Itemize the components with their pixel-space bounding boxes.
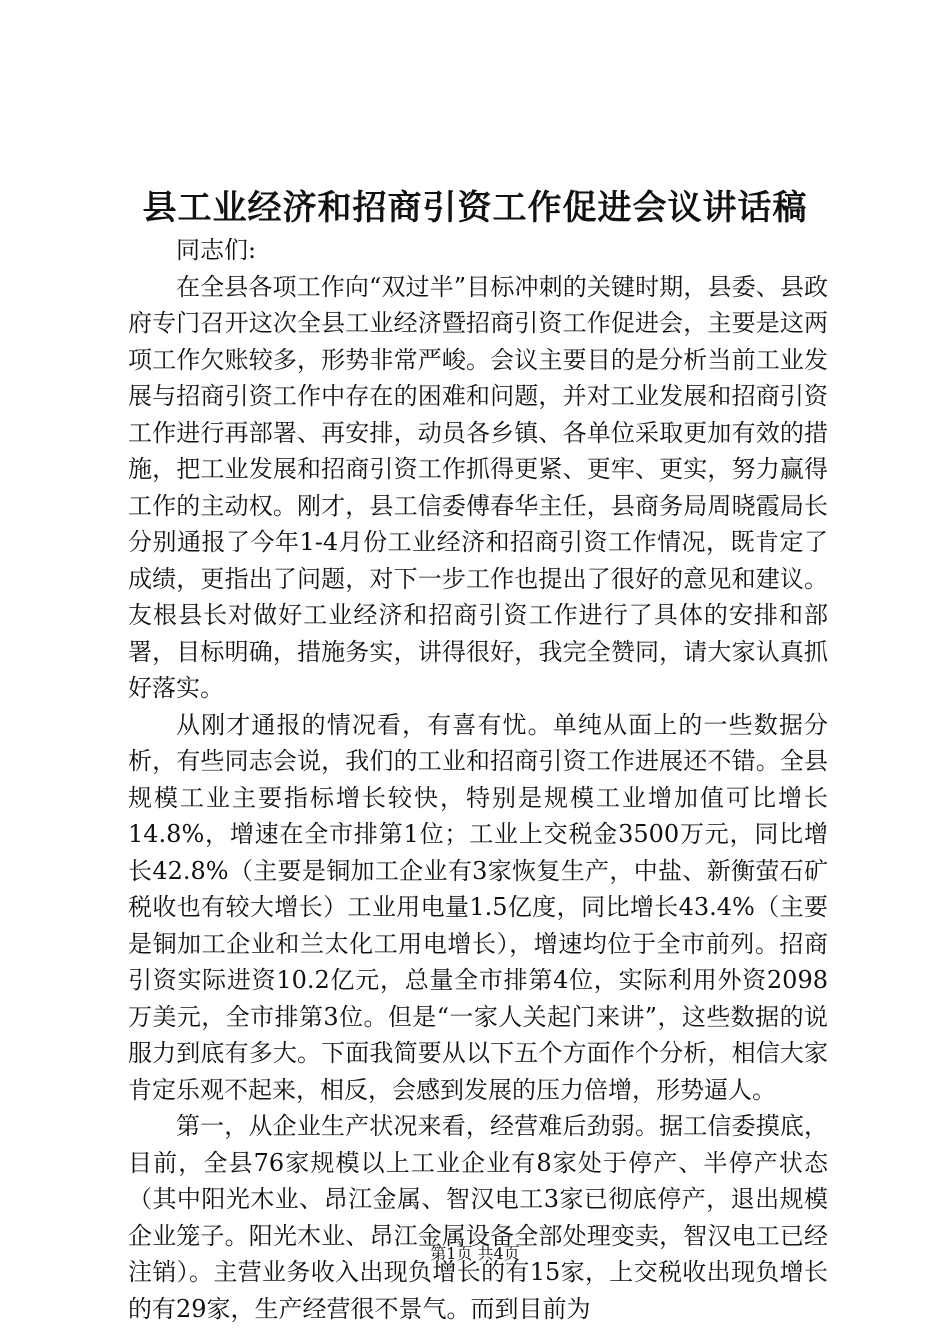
body-paragraph: 在全县各项工作向“双过半”目标冲刺的关键时期，县委、县政府专门召开这次全县工业经济暨招商引资工作促进会，主要是这两项工作欠账较多，形势非常严峻。会议主要目的是分析当前工业发展与招商引资工作中存在的困难和问题，并对工业发展和招商引资工作进行再部署、再安排，动员各乡镇、各单位采取更加有效的措施，把工业发展和招商引资工作抓得更紧、更牢、更实，努力赢得工作的主动权。刚才，县工信委傅春华主任，县商务局周晓霞局长分别通报了今年1-4月份工业经济和招商引资工作情况，既肯定了成绩，更指出了问题，对下一步工作也提出了很好的意见和建议。友根县长对做好工业经济和招商引资工作进行了具体的安排和部署，目标明确，措施务实，讲得很好，我完全赞同，请大家认真抓好落实。: [128, 272, 828, 702]
page-number-footer: 第1页 共4页: [430, 1244, 520, 1263]
document-title: 县工业经济和招商引资工作促进会议讲话稿: [142, 188, 808, 228]
body-paragraph: 从刚才通报的情况看，有喜有忧。单纯从面上的一些数据分析，有些同志会说，我们的工业和招商引资工作进展还不错。全县规模工业主要指标增长较快，特别是规模工业增加值可比增长14.8%，增速在全市排第1位；工业上交税金3500万元，同比增长42.8%（主要是铜加工企业有3家恢复生产，中盐、新衡萤石矿税收也有较大增长）工业用电量1.5亿度，同比增长43.4%（主要是铜加工企业和兰太化工用电增长），增速均位于全市前列。招商引资实际进资10.2亿元，总量全市排第4位，实际利用外资2098万美元，全市排第3位。但是“一家人关起门来讲”，这些数据的说服力到底有多大。下面我简要从以下五个方面作个分析，相信大家肯定乐观不起来，相反，会感到发展的压力倍增，形势逼人。: [128, 710, 828, 1104]
document-body: [128, 232, 828, 1327]
salutation-paragraph: 同志们:: [176, 236, 257, 264]
body-paragraph: 第一，从企业生产状况来看，经营难后劲弱。据工信委摸底，目前，全县76家规模以上工业企业有8家处于停产、半停产状态（其中阳光木业、昂江金属、智汉电工3家已彻底停产，退出规模企业笼子。阳光木业、昂江金属设备全部处理变卖，智汉电工已经注销）。主营业务收入出现负增长的有15家，上交税收出现负增长的有29家，生产经营很不景气。而到目前为: [128, 1112, 828, 1323]
